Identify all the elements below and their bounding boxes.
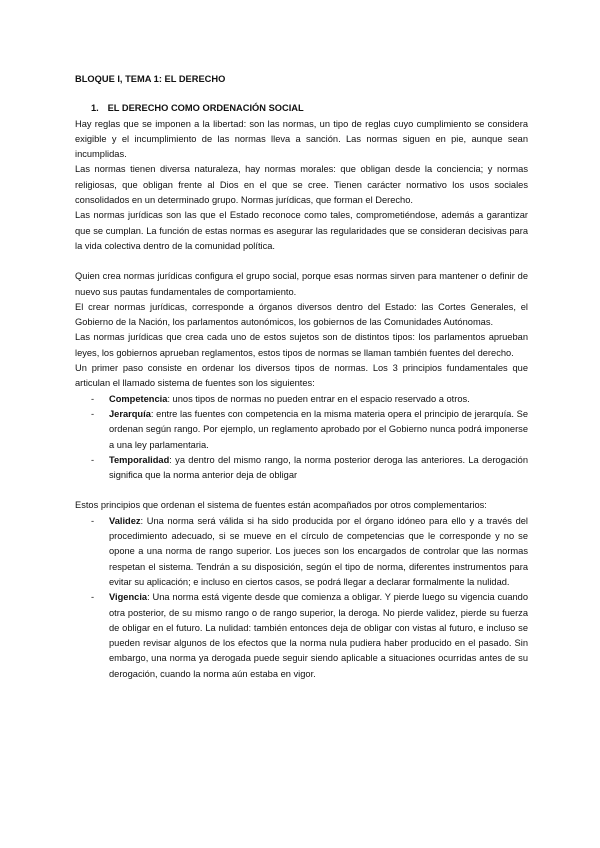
list-item bbox=[75, 407, 528, 453]
list-term: Temporalidad bbox=[109, 454, 170, 465]
section-number: 1. bbox=[91, 103, 99, 114]
list-term: Validez bbox=[109, 515, 141, 526]
section-heading bbox=[75, 101, 528, 116]
paragraph: Un primer paso consiste en ordenar los diversos tipos de normas. Los 3 principios fundamentales que articulan el llamado sistema de fuentes son los siguientes: bbox=[75, 363, 528, 389]
list-item bbox=[75, 392, 528, 407]
list-item bbox=[75, 590, 528, 682]
list-dash: - bbox=[91, 592, 95, 603]
document-page bbox=[75, 72, 528, 682]
list-text: : ya dentro del mismo rango, la norma posterior deroga las anteriores. La derogación significa que la norma anterior deja de obligar bbox=[109, 454, 528, 481]
list-item bbox=[75, 453, 528, 484]
list-term: Vigencia bbox=[109, 592, 148, 603]
section-title: EL DERECHO COMO ORDENACIÓN SOCIAL bbox=[107, 103, 304, 114]
list-text: : Una norma será válida si ha sido producida por el órgano idóneo para ello y a través del procedimiento adecuado, si se mueve en el círculo de competencias que le corresponde y no se opone a una norma de rango superior. Los jueces son los encargados de controlar que las normas respetan el sistema. Tendrán a su disposición, según el tipo de norma, diferentes instrumentos para evitar su aplicación; e incluso en ciertos casos, se podrá llegar a declarar formalmente la nulidad. bbox=[109, 515, 528, 587]
spacer bbox=[75, 483, 528, 498]
list-term: Jerarquía bbox=[109, 408, 151, 419]
list-item bbox=[75, 514, 528, 590]
paragraph: Las normas jurídicas que crea cada uno de estos sujetos son de distintos tipos: los parlamentos aprueban leyes, los gobiernos aprueban reglamentos, estos tipos de normas se llaman también fuentes del derecho. bbox=[75, 332, 528, 358]
paragraph: Estos principios que ordenan el sistema de fuentes están acompañados por otros complementarios: bbox=[75, 500, 487, 511]
paragraph: El crear normas jurídicas, corresponde a órganos diversos dentro del Estado: las Cortes Generales, el Gobierno de la Nación, los parlamentos autonómicos, los gobiernos de las Comunidades Autónomas. bbox=[75, 301, 528, 328]
document-title: BLOQUE I, TEMA 1: EL DERECHO bbox=[75, 74, 226, 84]
paragraph: Las normas tienen diversa naturaleza, hay normas morales: que obligan desde la conciencia; y normas religiosas, que obligan frente al Dios en el que se cree. Tienen carácter normativo los usos sociales consolidados en un determinado grupo. Normas jurídicas, que forman el Derecho. bbox=[75, 164, 528, 206]
list-text: : Una norma está vigente desde que comienza a obligar. Y pierde luego su vigencia cuando otra posterior, de su mismo rango o de rango superior, la deroga. No pierde validez, pierde su fuerza de obligar en el futuro. La nulidad: también entonces deja de obligar con vistas al futuro, e incluso se pueden revisar algunos de los efectos que la norma nula pudiera haber producido en el pasado. Sin embargo, una norma ya derogada puede seguir siendo aplicable a situaciones ocurridas antes de su derogación, cuando la norma aún estaba en vigor. bbox=[109, 592, 528, 679]
spacer bbox=[75, 254, 528, 269]
list-text: : unos tipos de normas no pueden entrar en el espacio reservado a otros. bbox=[167, 393, 470, 404]
paragraph: Quien crea normas jurídicas configura el grupo social, porque esas normas sirven para mantener o definir de nuevo sus pautas fundamentales de comportamiento. bbox=[75, 271, 528, 297]
list-dash: - bbox=[91, 454, 95, 465]
principles-list bbox=[75, 392, 528, 484]
list-dash: - bbox=[91, 393, 95, 404]
complementary-list bbox=[75, 514, 528, 682]
paragraph: Hay reglas que se imponen a la libertad: son las normas, un tipo de reglas cuyo cumplimiento se considera exigible y el incumplimiento de las normas lleva a sanción. Las normas siguen en pie, aunque sean incumplidas. bbox=[75, 118, 528, 160]
list-term: Competencia bbox=[109, 393, 168, 404]
list-text: : entre las fuentes con competencia en la misma materia opera el principio de jerarquía. Se ordenan según rango. Por ejemplo, un reglamento aprobado por el Gobierno nunca podrá imponerse a una ley parlamentaria. bbox=[109, 408, 528, 450]
paragraph: Las normas jurídicas son las que el Estado reconoce como tales, comprometiéndose, además a garantizar que se cumplan. La función de estas normas es asegurar las regularidades que se consideran decisivas para la vida colectiva dentro de la comunidad política. bbox=[75, 210, 528, 251]
list-dash: - bbox=[91, 515, 95, 526]
list-dash: - bbox=[91, 408, 95, 419]
